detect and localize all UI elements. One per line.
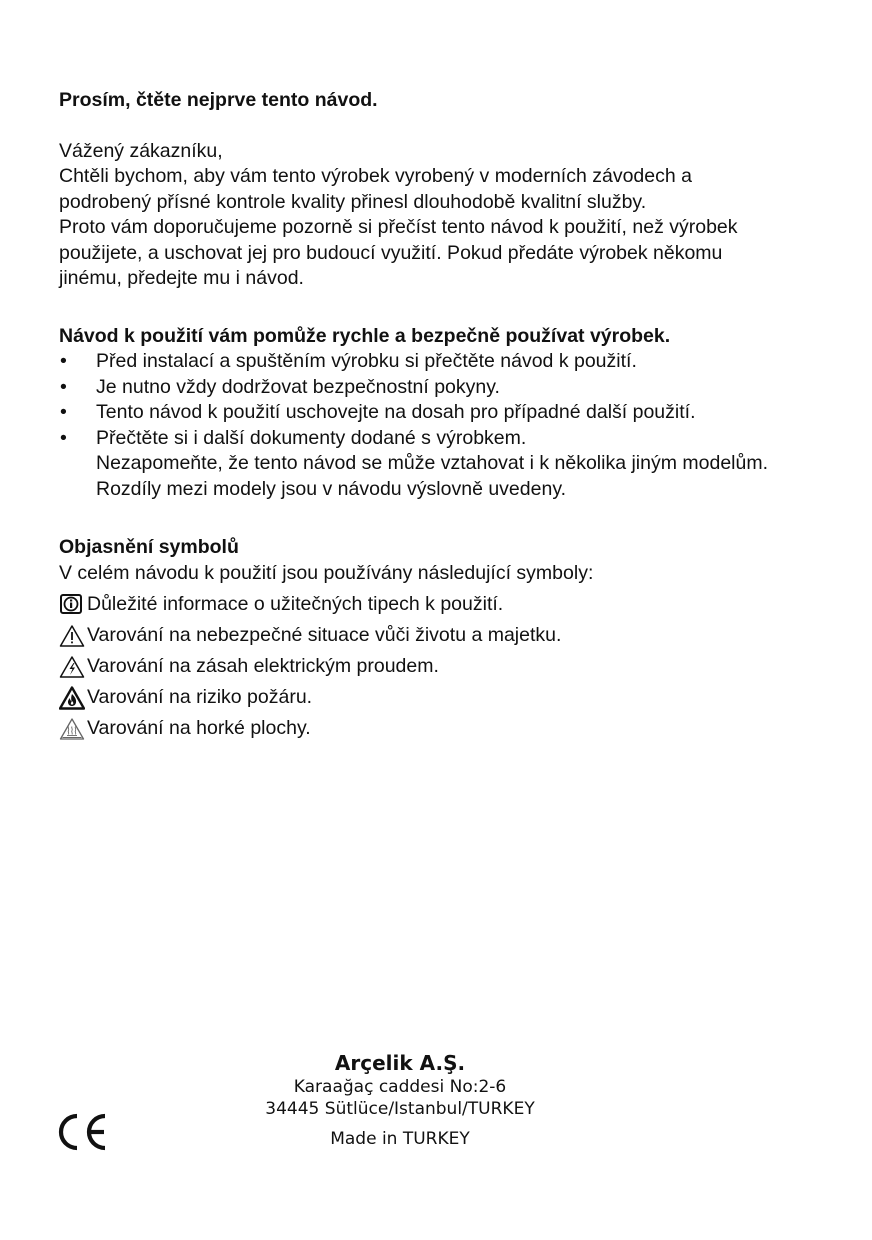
bullet-icon: • <box>60 375 67 398</box>
fire-icon <box>59 686 85 710</box>
list-item <box>59 400 849 426</box>
intro-line: použijete, a uschovat jej pro budoucí využití. Pokud předáte výrobek někomu <box>59 241 723 264</box>
symbol-row-info <box>59 589 849 620</box>
bullet-text: Tento návod k použití uschovejte na dosah pro případné další použití. <box>96 401 696 423</box>
address-line: 34445 Sütlüce/Istanbul/TURKEY <box>265 1099 535 1119</box>
symbol-text: Varování na zásah elektrickým proudem. <box>87 655 439 677</box>
bullet-text: Před instalací a spuštěním výrobku si přečtěte návod k použití. <box>96 350 637 372</box>
hot-surface-icon <box>59 717 85 741</box>
bullet-text: Rozdíly mezi modely jsou v návodu výslovně uvedeny. <box>96 477 567 500</box>
list-item-continuation <box>59 477 849 503</box>
symbol-row-warning <box>59 620 849 651</box>
address-line: Karaağaç caddesi No:2-6 <box>293 1077 507 1097</box>
bullet-text: Nezapomeňte, že tento návod se může vztahovat i k několika jiným modelům. <box>96 452 769 474</box>
symbol-text: Důležité informace o užitečných tipech k použití. <box>87 593 504 615</box>
symbol-row-fire <box>59 682 849 713</box>
intro-line: Chtěli bychom, aby vám tento výrobek vyrobený v moderních závodech a <box>59 165 692 187</box>
made-in-label: Made in TURKEY <box>330 1129 470 1149</box>
intro-line: podrobený přísné kontrole kvality přinesl dlouhodobě kvalitní služby. <box>59 190 647 213</box>
guide-heading: Návod k použití vám pomůže rychle a bezpečně používat výrobek. <box>59 324 671 347</box>
intro-heading: Prosím, čtěte nejprve tento návod. <box>59 89 378 111</box>
list-item <box>59 349 849 375</box>
ce-mark-icon <box>58 1112 110 1152</box>
symbols-intro: V celém návodu k použití jsou používány následující symboly: <box>59 561 594 584</box>
electric-shock-icon <box>59 655 85 679</box>
warning-triangle-icon <box>59 624 85 648</box>
intro-line: Proto vám doporučujeme pozorně si přečíst tento návod k použití, než výrobek <box>59 216 738 238</box>
list-item <box>59 375 849 401</box>
bullet-text: Přečtěte si i další dokumenty dodané s výrobkem. <box>96 426 527 449</box>
intro-line: jinému, předejte mu i návod. <box>59 267 304 289</box>
greeting: Vážený zákazníku, <box>59 139 223 162</box>
symbol-row-hot-surface <box>59 713 849 744</box>
symbols-heading: Objasnění symbolů <box>59 536 239 558</box>
manual-page <box>59 88 849 744</box>
spacer <box>59 502 849 535</box>
list-item-continuation <box>59 451 849 477</box>
bullet-icon: • <box>60 350 67 372</box>
guide-bullet-list <box>59 349 849 502</box>
symbol-text: Varování na nebezpečné situace vůči životu a majetku. <box>87 624 562 646</box>
bullet-icon: • <box>60 426 67 449</box>
company-name: Arçelik A.Ş. <box>334 1051 466 1075</box>
spacer <box>59 292 849 324</box>
symbol-row-electric <box>59 651 849 682</box>
bullet-icon: • <box>60 401 67 423</box>
bullet-text: Je nutno vždy dodržovat bezpečnostní pokyny. <box>96 375 500 398</box>
spacer <box>59 114 849 139</box>
symbol-text: Varování na horké plochy. <box>87 717 311 739</box>
info-icon <box>59 593 85 617</box>
manufacturer-info <box>200 1050 600 1150</box>
list-item <box>59 426 849 452</box>
symbol-text: Varování na riziko požáru. <box>87 686 313 708</box>
